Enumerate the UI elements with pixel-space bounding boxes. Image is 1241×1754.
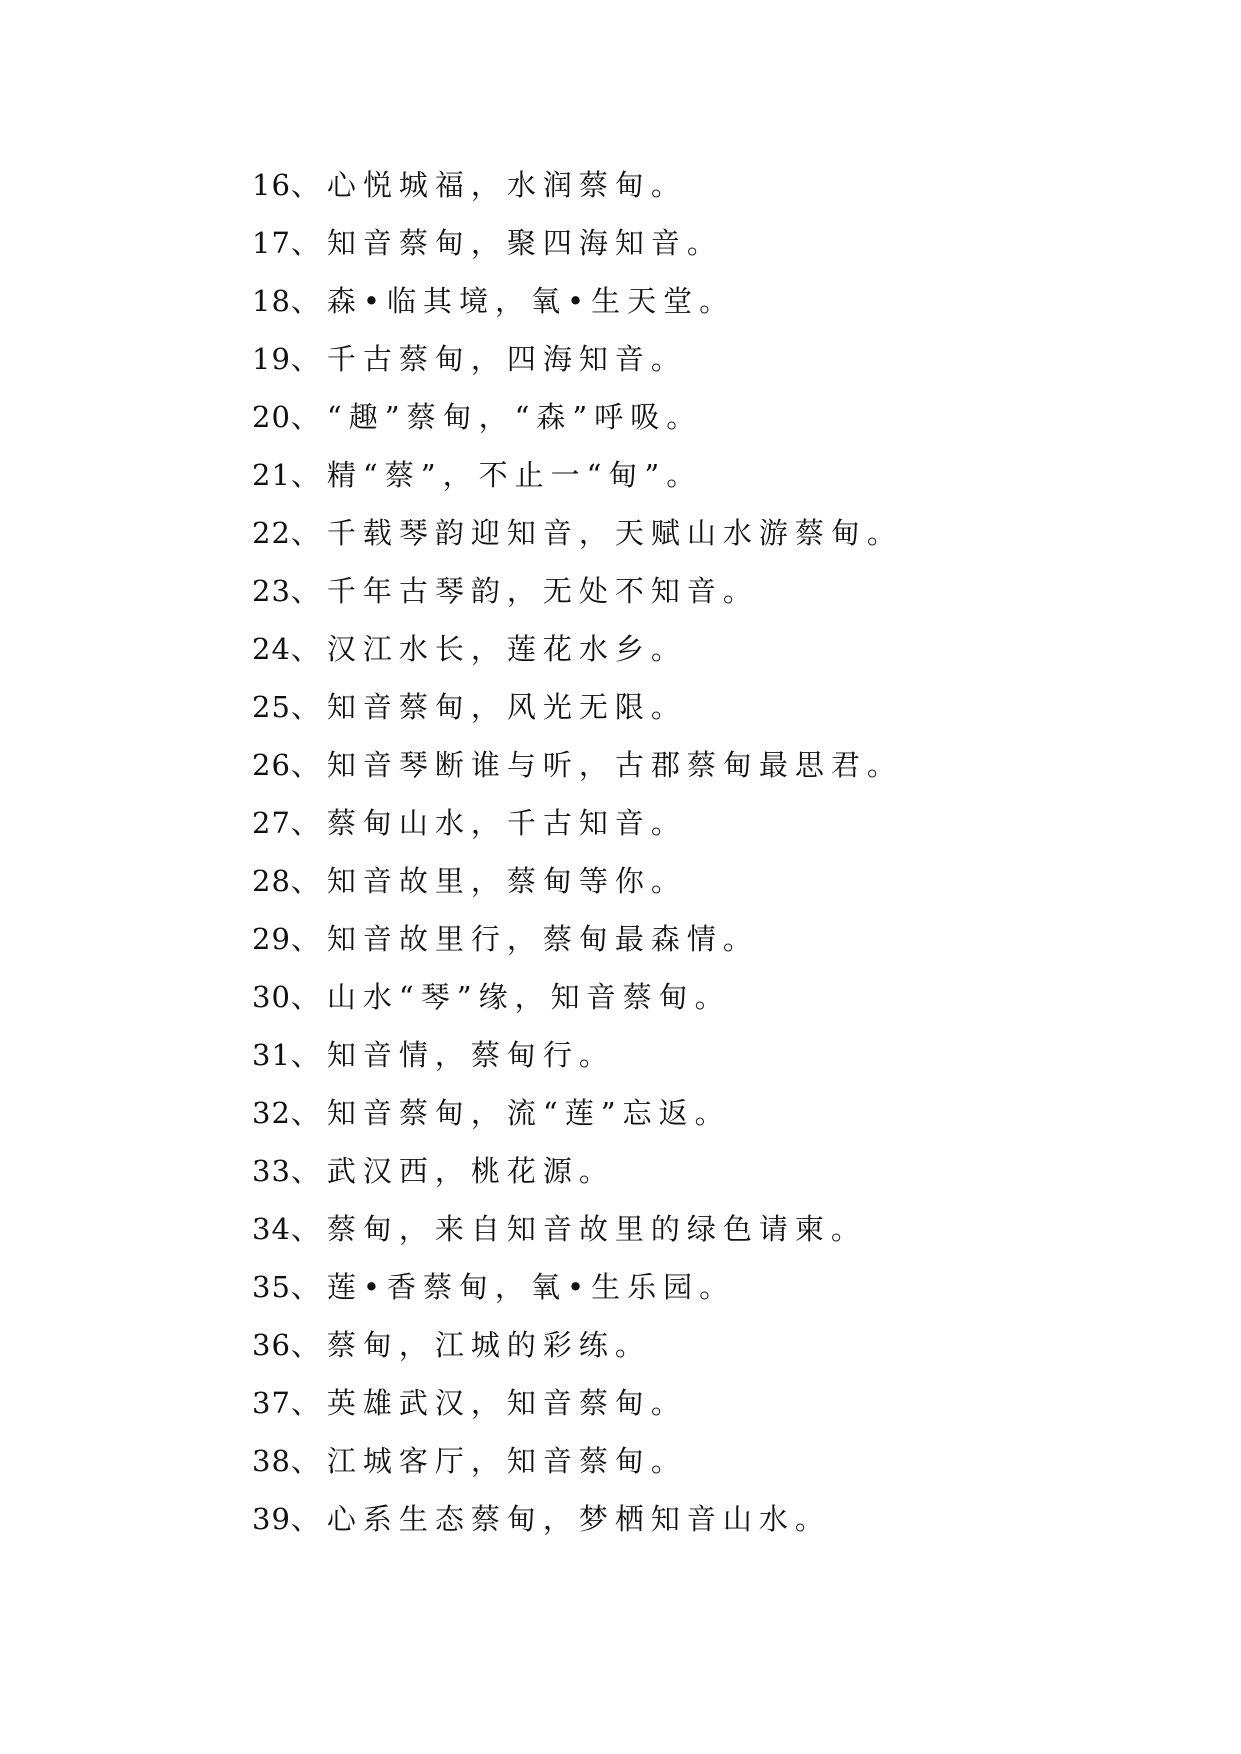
item-number: 20	[252, 400, 291, 434]
item-separator: 、	[290, 632, 327, 666]
item-separator: 、	[290, 1270, 327, 1304]
slogan-list	[252, 156, 903, 1548]
item-number: 26	[252, 748, 291, 782]
list-item	[252, 910, 903, 968]
item-separator: 、	[290, 1212, 327, 1246]
list-item	[252, 214, 903, 272]
list-item	[252, 620, 903, 678]
item-text: 武汉西，桃花源。	[326, 1154, 615, 1188]
item-text: 江城客厅，知音蔡甸。	[326, 1444, 687, 1478]
item-text: 知音蔡甸，聚四海知音。	[326, 226, 723, 260]
item-text: 山水“琴”缘，知音蔡甸。	[326, 980, 731, 1014]
list-item	[252, 156, 903, 214]
item-separator: 、	[290, 1386, 327, 1420]
list-item	[252, 330, 903, 388]
item-text: 汉江水长，莲花水乡。	[326, 632, 687, 666]
item-text: 心系生态蔡甸，梦栖知音山水。	[326, 1502, 831, 1536]
list-item	[252, 1258, 903, 1316]
item-separator: 、	[290, 226, 327, 260]
item-separator: 、	[290, 690, 327, 724]
item-separator: 、	[290, 1328, 327, 1362]
item-text: 知音蔡甸，流“莲”忘返。	[326, 1096, 731, 1130]
item-separator: 、	[290, 1038, 327, 1072]
list-item	[252, 562, 903, 620]
item-number: 32	[252, 1096, 291, 1130]
list-item	[252, 1026, 903, 1084]
item-text: 蔡甸，江城的彩练。	[326, 1328, 651, 1362]
item-text: 莲•香蔡甸，氧•生乐园。	[326, 1270, 736, 1304]
item-text: 千载琴韵迎知音，天赋山水游蔡甸。	[326, 516, 903, 550]
list-item	[252, 1316, 903, 1374]
item-text: 英雄武汉，知音蔡甸。	[326, 1386, 687, 1420]
item-text: “趣”蔡甸，“森”呼吸。	[326, 400, 703, 434]
item-separator: 、	[290, 980, 327, 1014]
item-text: 心悦城福，水润蔡甸。	[326, 168, 687, 202]
list-item	[252, 1374, 903, 1432]
item-separator: 、	[290, 922, 327, 956]
item-separator: 、	[290, 342, 327, 376]
item-text: 千年古琴韵，无处不知音。	[326, 574, 759, 608]
item-separator: 、	[290, 806, 327, 840]
item-text: 知音故里行，蔡甸最森情。	[326, 922, 759, 956]
item-number: 31	[252, 1038, 291, 1072]
item-number: 21	[252, 458, 291, 492]
item-text: 森•临其境，氧•生天堂。	[326, 284, 736, 318]
item-number: 30	[252, 980, 291, 1014]
item-text: 知音故里，蔡甸等你。	[326, 864, 687, 898]
item-number: 35	[252, 1270, 291, 1304]
item-separator: 、	[290, 400, 327, 434]
item-number: 34	[252, 1212, 291, 1246]
item-separator: 、	[290, 168, 327, 202]
list-item	[252, 272, 903, 330]
item-separator: 、	[290, 284, 327, 318]
item-number: 27	[252, 806, 291, 840]
item-number: 36	[252, 1328, 291, 1362]
item-number: 25	[252, 690, 291, 724]
list-item	[252, 1432, 903, 1490]
item-number: 23	[252, 574, 291, 608]
list-item	[252, 794, 903, 852]
item-separator: 、	[290, 516, 327, 550]
list-item	[252, 852, 903, 910]
list-item	[252, 1084, 903, 1142]
item-text: 知音琴断谁与听，古郡蔡甸最思君。	[326, 748, 903, 782]
list-item	[252, 1490, 903, 1548]
item-text: 知音蔡甸，风光无限。	[326, 690, 687, 724]
item-separator: 、	[290, 458, 327, 492]
item-number: 18	[252, 284, 291, 318]
list-item	[252, 736, 903, 794]
list-item	[252, 1142, 903, 1200]
item-number: 22	[252, 516, 291, 550]
item-separator: 、	[290, 1502, 327, 1536]
item-text: 蔡甸，来自知音故里的绿色请柬。	[326, 1212, 867, 1246]
item-number: 37	[252, 1386, 291, 1420]
item-number: 24	[252, 632, 291, 666]
item-number: 16	[252, 168, 291, 202]
item-text: 知音情，蔡甸行。	[326, 1038, 615, 1072]
item-number: 17	[252, 226, 291, 260]
item-number: 29	[252, 922, 291, 956]
list-item	[252, 388, 903, 446]
item-text: 蔡甸山水，千古知音。	[326, 806, 687, 840]
item-text: 千古蔡甸，四海知音。	[326, 342, 687, 376]
list-item	[252, 504, 903, 562]
item-separator: 、	[290, 864, 327, 898]
list-item	[252, 1200, 903, 1258]
list-item	[252, 678, 903, 736]
item-separator: 、	[290, 574, 327, 608]
item-separator: 、	[290, 748, 327, 782]
item-separator: 、	[290, 1444, 327, 1478]
item-number: 39	[252, 1502, 291, 1536]
list-item	[252, 446, 903, 504]
list-item	[252, 968, 903, 1026]
item-number: 33	[252, 1154, 291, 1188]
item-number: 38	[252, 1444, 291, 1478]
item-separator: 、	[290, 1096, 327, 1130]
item-separator: 、	[290, 1154, 327, 1188]
item-text: 精“蔡”，不止一“甸”。	[326, 458, 703, 492]
item-number: 28	[252, 864, 291, 898]
item-number: 19	[252, 342, 291, 376]
